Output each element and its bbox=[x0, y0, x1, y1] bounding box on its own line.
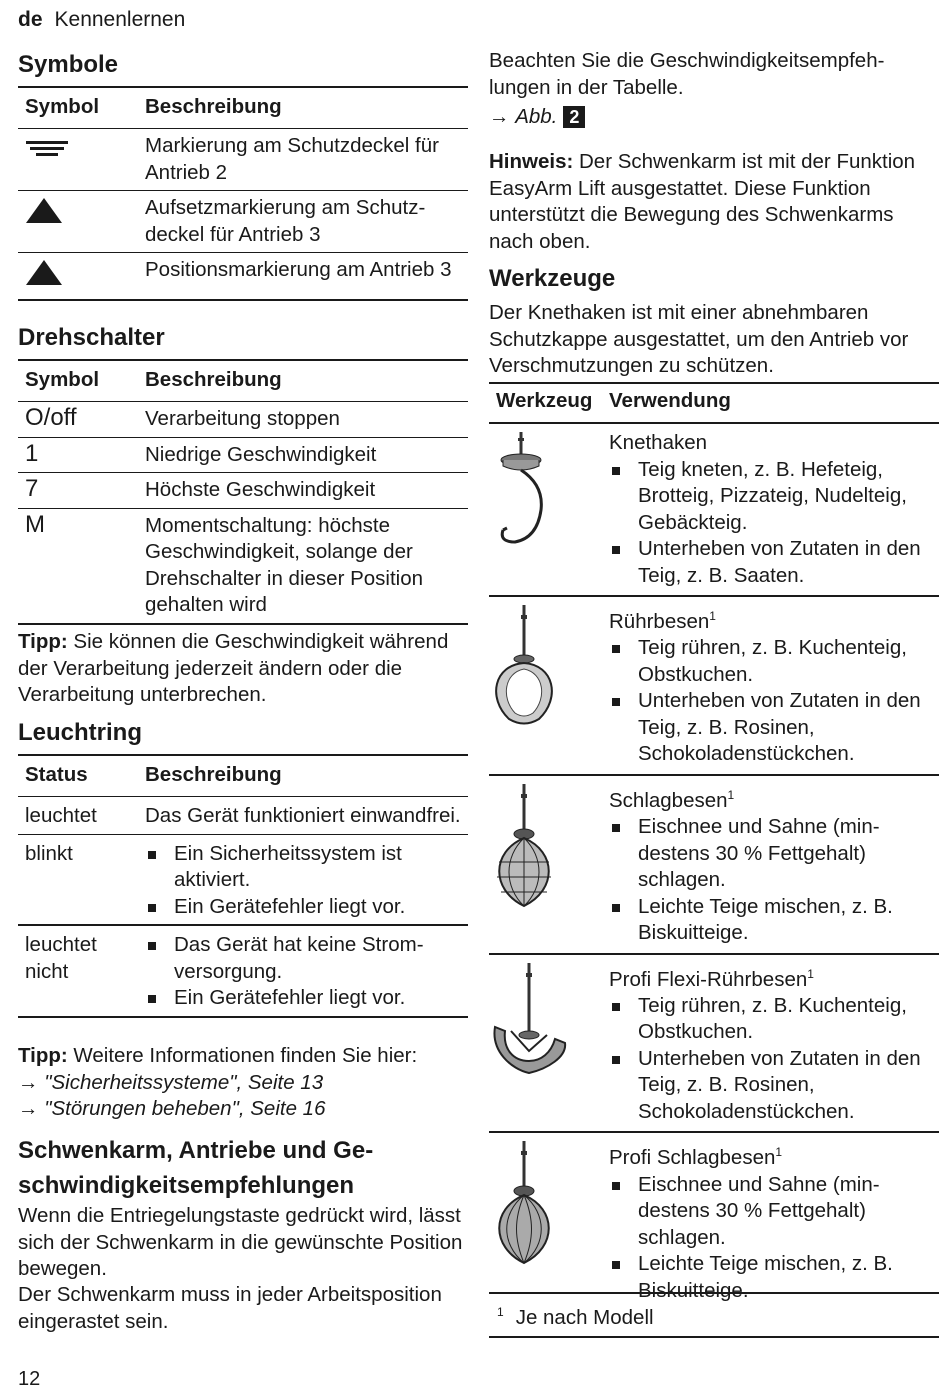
col-symbol: Symbol bbox=[25, 95, 100, 118]
werkzeuge-table bbox=[489, 382, 939, 1310]
table-row bbox=[489, 596, 939, 775]
page-header bbox=[18, 8, 185, 32]
tool-uses bbox=[609, 457, 939, 590]
drehschalter-heading: Drehschalter bbox=[18, 324, 165, 351]
schwenkarm-heading: Schwenkarm, Antriebe und Geschwindigkeitsempfehlungen bbox=[18, 1137, 374, 1199]
table-row bbox=[18, 797, 468, 835]
col-description: Beschreibung bbox=[145, 368, 282, 391]
footnote-mark: 1 bbox=[807, 966, 814, 981]
status-list bbox=[145, 841, 468, 921]
tool-uses bbox=[609, 635, 939, 768]
tipp-text: Weitere Informationen finden Sie hier: bbox=[67, 1044, 418, 1067]
language-code: de bbox=[18, 8, 43, 31]
tipp-note-2 bbox=[18, 1043, 468, 1123]
list-item: Unterheben von Zutaten in den Teig, z. B. Saaten. bbox=[609, 536, 939, 589]
table-row bbox=[18, 508, 468, 624]
status-desc: Das Gerät funktioniert einwandfrei. bbox=[145, 804, 461, 827]
list-item: Leichte Teige mischen, z. B. Biskuitteige. bbox=[609, 1251, 939, 1304]
switch-symbol: 1 bbox=[25, 439, 39, 467]
footnote-text: Je nach Modell bbox=[515, 1305, 654, 1329]
tool-uses bbox=[609, 993, 939, 1126]
tool-name: Schlagbesen bbox=[609, 788, 728, 812]
table-row bbox=[489, 954, 939, 1133]
col-status: Status bbox=[25, 763, 88, 786]
table-row bbox=[18, 925, 468, 1017]
dough-hook-icon bbox=[489, 423, 602, 596]
tool-name: Profi Flexi-Rührbesen bbox=[609, 967, 808, 991]
schwenkarm-p2: Der Schwenkarm muss in jeder Arbeitsposition eingerastet sein. bbox=[18, 1283, 442, 1333]
list-item: Ein Gerätefehler liegt vor. bbox=[145, 894, 468, 921]
status-value: leuchtet nicht bbox=[25, 933, 97, 983]
leuchtring-table bbox=[18, 754, 468, 1018]
switch-desc: Höchste Geschwindigkeit bbox=[145, 478, 376, 501]
triangle-icon bbox=[18, 191, 138, 253]
table-row bbox=[18, 253, 468, 300]
table-row bbox=[489, 775, 939, 954]
symbole-table bbox=[18, 86, 468, 301]
tipp-note bbox=[18, 629, 468, 709]
col-description: Beschreibung bbox=[145, 95, 282, 118]
drehschalter-table bbox=[18, 359, 468, 625]
footnote-mark: 1 bbox=[775, 1145, 783, 1160]
list-item: Ein Gerätefehler liegt vor. bbox=[145, 985, 468, 1012]
werkzeuge-intro: Der Knethaken ist mit einer abnehmbaren Schutzkappe ausgestattet, um den Antrieb vor Verschmutzungen zu schützen. bbox=[489, 301, 909, 377]
switch-symbol: M bbox=[25, 510, 45, 538]
werkzeuge-heading: Werkzeuge bbox=[489, 265, 616, 292]
symbol-desc: Positionsmarkierung am Antrieb 3 bbox=[145, 258, 452, 281]
list-item: Unterheben von Zutaten in den Teig, z. B. Rosinen, Schokoladenstückchen. bbox=[609, 1046, 939, 1126]
stirring-whisk-icon bbox=[489, 596, 602, 775]
table-row bbox=[18, 402, 468, 438]
symbole-heading: Symbole bbox=[18, 51, 119, 78]
flexi-beater-icon bbox=[489, 954, 602, 1133]
arrow-icon: → bbox=[18, 1070, 45, 1094]
hinweis-text: Der Schwenkarm ist mit der Funktion EasyArm Lift ausgestattet. Diese Funktion unterstützt die Bewegung des Schwenkarms nach oben. bbox=[489, 150, 916, 253]
list-item: Eischnee und Sahne (mindestens 30 % Fettgehalt) schlagen. bbox=[609, 814, 939, 894]
switch-desc: Momentschaltung: höchste Geschwindigkeit, solange der Drehschalter in dieser Position gehalten wird bbox=[145, 513, 424, 616]
list-item: Das Gerät hat keine Stromversorgung. bbox=[145, 932, 468, 985]
switch-symbol: O/off bbox=[25, 404, 77, 431]
tipp-label: Tipp: bbox=[18, 630, 68, 653]
hinweis-label: Hinweis: bbox=[489, 150, 574, 173]
footnote-number: 1 bbox=[497, 1305, 504, 1319]
list-item: Unterheben von Zutaten in den Teig, z. B. Rosinen, Schokoladenstückchen. bbox=[609, 688, 939, 768]
col-description: Beschreibung bbox=[145, 763, 282, 786]
three-lines-icon bbox=[18, 129, 138, 191]
list-item: Ein Sicherheitssystem ist aktiviert. bbox=[145, 841, 468, 894]
table-row bbox=[18, 437, 468, 473]
tool-uses bbox=[609, 814, 939, 947]
footnote bbox=[489, 1292, 939, 1338]
symbol-desc: Aufsetzmarkierung am Schutzdeckel für Antrieb 3 bbox=[145, 196, 426, 246]
tipp-text: Sie können die Geschwindigkeit während der Verarbeitung jederzeit ändern oder die Verarbeitung unterbrechen. bbox=[18, 630, 449, 706]
abb-label: Abb. bbox=[515, 105, 558, 128]
status-value: leuchtet bbox=[25, 804, 97, 827]
status-value: blinkt bbox=[25, 841, 73, 865]
arrow-icon: → bbox=[489, 105, 516, 128]
table-row bbox=[489, 423, 939, 596]
schwenkarm-p1: Wenn die Entriegelungstaste gedrückt wird, lässt sich der Schwenkarm in die gewünschte Position bewegen. bbox=[18, 1204, 463, 1280]
tipp-label: Tipp: bbox=[18, 1044, 68, 1067]
tool-name: Knethaken bbox=[609, 431, 708, 454]
page-number: 12 bbox=[18, 1368, 41, 1390]
whisk-icon bbox=[489, 775, 602, 954]
table-row bbox=[489, 1132, 939, 1310]
list-item: Leichte Teige mischen, z. B. Biskuitteige. bbox=[609, 894, 939, 947]
pro-whisk-icon bbox=[489, 1132, 602, 1310]
tool-name: Rührbesen bbox=[609, 609, 710, 633]
list-item: Eischnee und Sahne (mindestens 30 % Fettgehalt) schlagen. bbox=[609, 1172, 939, 1252]
schwenkarm-p3: Beachten Sie die Geschwindigkeitsempfehlungen in der Tabelle. bbox=[489, 49, 885, 99]
footnote-mark: 1 bbox=[709, 609, 716, 623]
table-row bbox=[18, 129, 468, 191]
tool-name: Profi Schlagbesen bbox=[609, 1146, 776, 1170]
table-row bbox=[18, 473, 468, 509]
arrow-icon: → bbox=[18, 1097, 45, 1120]
hinweis-note bbox=[489, 149, 939, 255]
col-symbol: Symbol bbox=[25, 368, 100, 391]
switch-symbol: 7 bbox=[25, 475, 39, 502]
col-use: Verwendung bbox=[609, 389, 731, 412]
tool-uses bbox=[609, 1172, 939, 1305]
link-stoerungen[interactable]: "Störungen beheben", Seite 16 bbox=[44, 1097, 326, 1120]
col-tool: Werkzeug bbox=[496, 389, 593, 412]
list-item: Teig rühren, z. B. Kuchenteig, Obstkuchen. bbox=[609, 635, 939, 688]
link-sicherheitssysteme[interactable]: "Sicherheitssysteme", Seite 13 bbox=[44, 1070, 324, 1094]
switch-desc: Verarbeitung stoppen bbox=[145, 407, 340, 430]
list-item: Teig rühren, z. B. Kuchenteig, Obstkuchen. bbox=[609, 993, 939, 1046]
switch-desc: Niedrige Geschwindigkeit bbox=[145, 442, 377, 466]
figure-reference bbox=[489, 104, 585, 131]
section-title: Kennenlernen bbox=[54, 8, 186, 31]
status-list bbox=[145, 932, 468, 1012]
table-row bbox=[18, 191, 468, 253]
list-item: Teig kneten, z. B. Hefeteig, Brotteig, Pizzateig, Nudelteig, Gebäckteig. bbox=[609, 457, 939, 537]
footnote-mark: 1 bbox=[727, 787, 735, 802]
leuchtring-heading: Leuchtring bbox=[18, 719, 142, 746]
symbol-desc: Markierung am Schutzdeckel für Antrieb 2 bbox=[145, 134, 439, 184]
triangle-icon bbox=[18, 253, 138, 300]
figure-number: 2 bbox=[563, 106, 585, 128]
table-row bbox=[18, 834, 468, 925]
